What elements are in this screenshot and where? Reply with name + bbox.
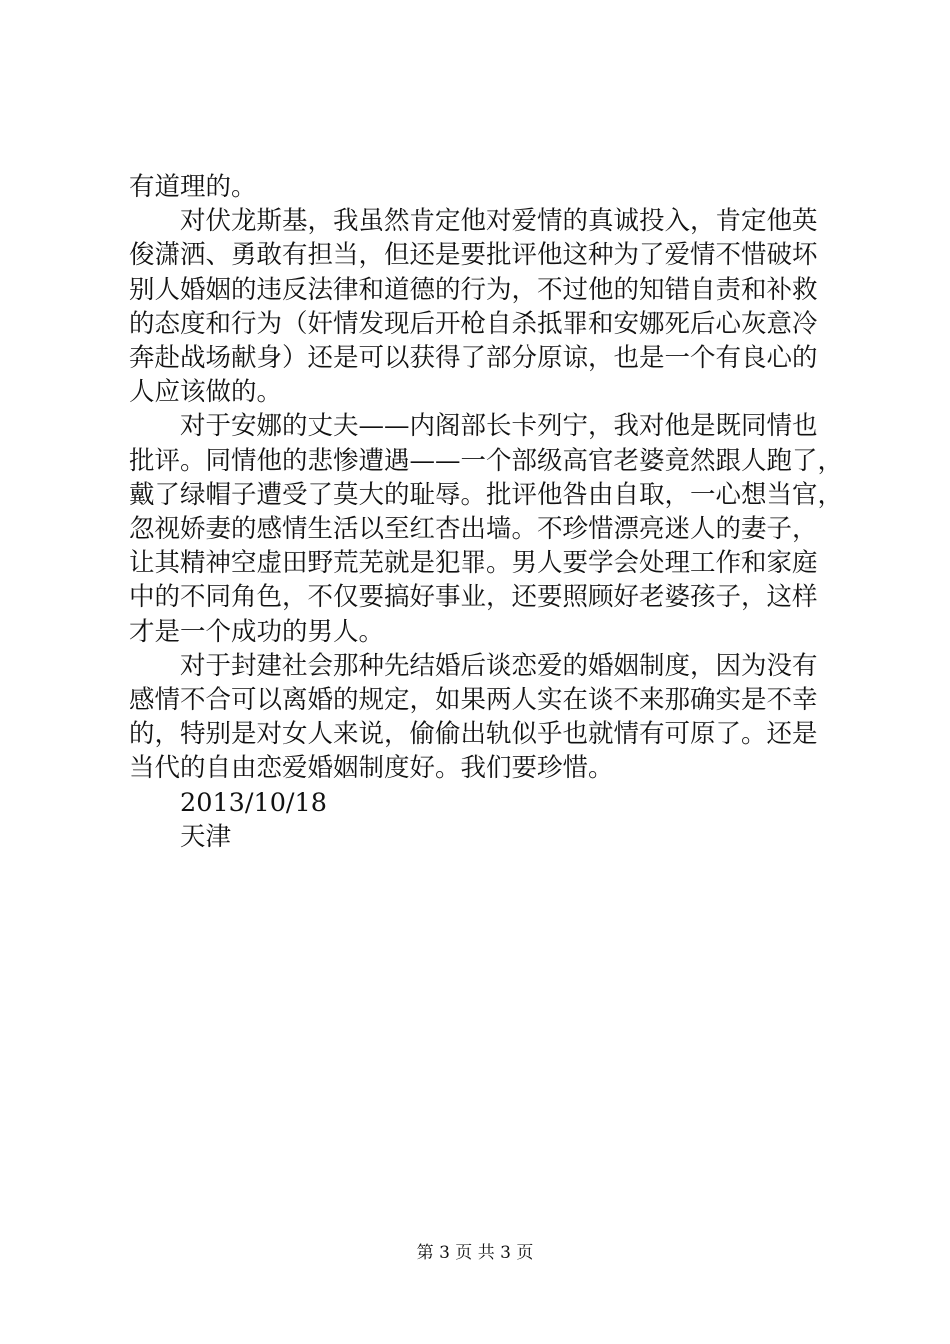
place-line: 天津: [180, 821, 232, 852]
text-line: 才是一个成功的男人。: [129, 616, 385, 647]
text-line: 批评。同情他的悲惨遭遇——一个部级高官老婆竟然跟人跑了，: [129, 445, 844, 476]
text-line: 让其精神空虚田野荒芜就是犯罪。男人要学会处理工作和家庭: [129, 548, 818, 579]
text-line: 戴了绿帽子遭受了莫大的耻辱。批评他咎由自取，一心想当官，: [129, 479, 844, 510]
text-line: 的态度和行为（奸情发现后开枪自杀抵罪和安娜死后心灰意冷: [129, 308, 818, 339]
text-line: 奔赴战场献身）还是可以获得了部分原谅，也是一个有良心的: [129, 343, 818, 374]
page-footer: [0, 1242, 950, 1264]
text-line: 别人婚姻的违反法律和道德的行为，不过他的知错自责和补救: [129, 274, 818, 305]
text-line: 当代的自由恋爱婚姻制度好。我们要珍惜。: [129, 753, 614, 784]
date-line: 2013/10/18: [180, 787, 327, 818]
document-body: [129, 170, 844, 854]
text-line: 有道理的。: [129, 172, 257, 202]
page-number: 第 3 页 共 3 页: [416, 1243, 534, 1263]
text-line: 的，特别是对女人来说，偷偷出轨似乎也就情有可原了。还是: [129, 719, 818, 750]
text-line: 俊潇洒、勇敢有担当，但还是要批评他这种为了爱情不惜破坏: [129, 240, 818, 271]
text-line: 忽视娇妻的感情生活以至红杏出墙。不珍惜漂亮迷人的妻子，: [129, 514, 818, 545]
text-line: 感情不合可以离婚的规定，如果两人实在谈不来那确实是不幸: [129, 685, 818, 716]
text-line: 对于封建社会那种先结婚后谈恋爱的婚姻制度，因为没有: [180, 650, 818, 681]
text-line: 人应该做的。: [129, 377, 283, 408]
text-line: 对伏龙斯基，我虽然肯定他对爱情的真诚投入，肯定他英: [180, 206, 818, 237]
text-line: 对于安娜的丈夫——内阁部长卡列宁，我对他是既同情也: [180, 411, 818, 442]
text-line: 中的不同角色，不仅要搞好事业，还要照顾好老婆孩子，这样: [129, 582, 818, 613]
